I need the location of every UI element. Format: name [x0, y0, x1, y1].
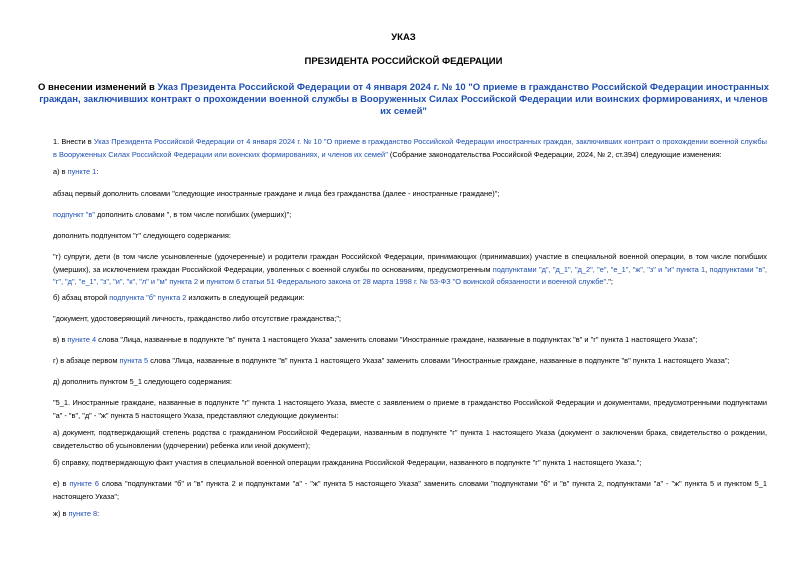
federal-law-link[interactable]: пунктом 6 статьи 51 Федерального закона от 28 марта 1998 г. № 53-ФЗ "О воинской обязанности и военной службе"	[206, 277, 607, 286]
paragraph-e-end: слова "подпунктами "б" и "в" пункта 2 и подпунктами "а" - "ж" пункта 5 настоящего Указа" заменить словами "подпунктами "б" и "в" пункта 2, подпунктами "а" - "ж" пункта 5 и пунктом 5_1 настоящего Указа";	[53, 479, 768, 501]
subpoint-v-link[interactable]: подпункт "в"	[53, 210, 95, 219]
paragraph-b	[53, 292, 305, 305]
document-title-prefix: О внесении изменений в	[37, 82, 158, 93]
paragraph-1-text: 1. Внести в	[53, 137, 94, 146]
paragraph-v-end: слова "Лица, названные в подпункте "в" пункта 1 настоящего Указа" заменить словами "Иностранные граждане, названные в подпунктах "в" и "г" пункта 1 настоящего Указа";	[96, 335, 698, 344]
paragraph-4-text: дополнить словами ", в том числе погибших (умерших)";	[94, 210, 292, 219]
paragraph-a	[53, 166, 98, 179]
paragraph-d: д) дополнить пунктом 5_1 следующего содержания:	[53, 377, 232, 386]
paragraph-8: "документ, удостоверяющий личность, гражданство либо отсутствие гражданства;";	[53, 314, 341, 323]
decree-issuer: ПРЕЗИДЕНТА РОССИЙСКОЙ ФЕДЕРАЦИИ	[304, 56, 503, 67]
point-4-link[interactable]: пункте 4	[67, 335, 97, 344]
paragraph-e	[53, 478, 767, 503]
paragraph-v	[53, 334, 697, 347]
paragraph-v-text: в) в	[53, 335, 68, 344]
paragraph-5: дополнить подпунктом "г" следующего содержания:	[53, 231, 231, 240]
paragraph-3: абзац первый дополнить словами "следующие иностранные граждане и лица без гражданства (далее - иностранные граждане)";	[53, 189, 500, 198]
paragraph-zh-text: ж) в	[53, 509, 69, 518]
paragraph-1	[53, 136, 767, 161]
paragraph-6-end: .";	[606, 277, 613, 286]
document-title	[36, 82, 771, 118]
paragraph-a-colon: :	[96, 167, 99, 176]
subpoints-point-2-link[interactable]: подпунктами "в", "г", "д", "е_1", "з", "и", "к", "л" и "м" пункта 2	[53, 264, 767, 286]
paragraph-g	[53, 355, 730, 368]
paragraph-b-end: изложить в следующей редакции:	[186, 293, 305, 302]
paragraph-zh	[53, 508, 99, 521]
subpoint-b-link[interactable]: подпункта "б"	[109, 293, 156, 302]
paragraph-g-end: слова "Лица, названные в подпункте "в" пункта 1 настоящего Указа" заменить словами "Иностранные граждане, названные в подпункте "в" пункта 1 настоящего Указа";	[148, 356, 730, 365]
point-8-link[interactable]: пункте 8	[68, 509, 98, 518]
decree-heading: УКАЗ	[391, 32, 416, 43]
paragraph-zh-colon: :	[97, 509, 100, 518]
paragraph-b-text: б) абзац второй	[53, 293, 110, 302]
paragraph-4	[53, 209, 291, 222]
subpoints-point-1-link[interactable]: подпунктами "д", "д_1", "д_2", "е", "е_1", "ж", "з" и "и" пункта 1	[492, 264, 706, 274]
decree-link[interactable]: Указ Президента Российской Федерации от 4 января 2024 г. № 10 "О приеме в гражданство Российской Федерации иностранных граждан, заключивших контракт о прохождении военной службы в Вооруженных Силах Российской Федерации или воинских формированиях, и членов их семей"	[53, 137, 767, 159]
paragraph-6-text: "г) супруги, дети (в том числе усыновленные (удочеренные) и родители граждан Российской Федерации, принимающих (принимавших) участие в специальной военной операции, в том числе погибших (умерших), за исключением граждан Российской Федерации, уволенных с военной службы по основаниям, предусмотренным	[53, 252, 767, 274]
paragraph-e-text: е) в	[53, 479, 70, 488]
document-title-link[interactable]: Указ Президента Российской Федерации от 4 января 2024 г. № 10 "О приеме в гражданство Российской Федерации иностранных граждан, заключивших контракт о прохождении военной службы в Вооруженных Силах Российской Федерации или воинских формированиях, и членов их семей"	[39, 82, 770, 117]
paragraph-6-and: и	[198, 277, 207, 286]
paragraph-5-1-b: б) справку, подтверждающую факт участия в специальной военной операции гражданина Российской Федерации, названного в подпункте "г" пункта 1 настоящего Указа.";	[53, 458, 642, 467]
paragraph-6	[53, 251, 767, 289]
paragraph-6-sep: ,	[705, 264, 710, 274]
paragraph-g-text: г) в абзаце первом	[53, 356, 120, 365]
point-6-link[interactable]: пункте 6	[69, 479, 99, 488]
point-1-link[interactable]: пункте 1	[67, 167, 97, 176]
paragraph-a-text: а) в	[53, 167, 68, 176]
paragraph-5-1-a: а) документ, подтверждающий степень родства с гражданином Российской Федерации, названным в подпункте "г" пункта 1 настоящего Указа (документ о заключении брака, свидетельство о рождении, свидетельство об усыновлении (удочерении) ребенка или иной документ);	[53, 428, 767, 450]
paragraph-5-1: "5_1. Иностранные граждане, названные в подпункте "г" пункта 1 настоящего Указа, вместе с заявлением о приеме в гражданство Российской Федерации и документами, предусмотренными подпунктами "а" - "в", "д" - "ж" пункта 5 настоящего Указа, представляют следующие документы:	[53, 398, 767, 420]
point-5-link[interactable]: пункта 5	[119, 356, 149, 365]
point-2-link[interactable]: пункта 2	[157, 293, 187, 302]
paragraph-1-text-end: (Собрание законодательства Российской Федерации, 2024, № 2, ст.394) следующие изменения:	[387, 149, 722, 159]
